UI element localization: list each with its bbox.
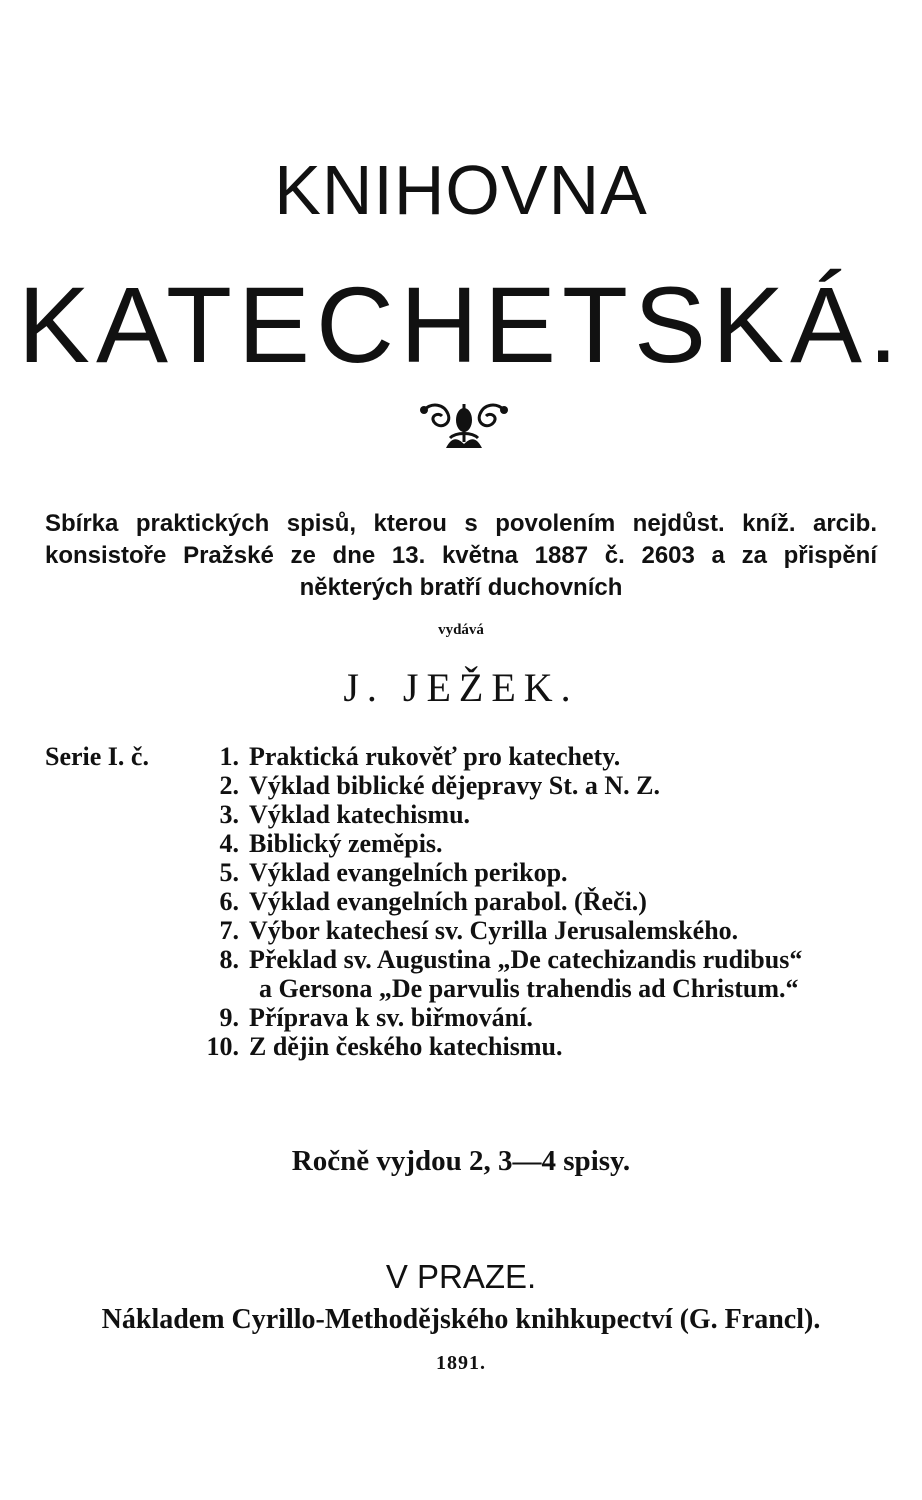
list-item bbox=[189, 858, 909, 887]
list-item bbox=[189, 945, 909, 974]
floral-ornament-icon bbox=[418, 398, 510, 452]
item-title: Praktická rukověť pro katechety. bbox=[249, 742, 621, 771]
item-number: 2. bbox=[219, 771, 239, 800]
item-number: 5. bbox=[219, 858, 239, 887]
list-item bbox=[189, 829, 909, 858]
item-title: Výklad evangelních perikop. bbox=[249, 858, 568, 887]
list-item bbox=[189, 800, 909, 829]
list-item bbox=[189, 742, 909, 771]
item-title: Biblický zeměpis. bbox=[249, 829, 443, 858]
item-number: 1. bbox=[219, 742, 239, 771]
item-title: Výklad katechismu. bbox=[249, 800, 471, 829]
item-number: 4. bbox=[219, 829, 239, 858]
item-title: Z dějin českého katechismu. bbox=[249, 1032, 563, 1061]
item-title: Překlad sv. Augustina „De catechizandis rudibus“ bbox=[249, 945, 803, 974]
item-number: 7. bbox=[219, 916, 239, 945]
item-number: 3. bbox=[219, 800, 239, 829]
imprint-city: V PRAZE. bbox=[385, 1258, 537, 1295]
item-continuation: a Gersona „De parvulis trahendis ad Christum.“ bbox=[259, 974, 799, 1003]
list-item bbox=[189, 887, 909, 916]
collection-description: Sbírka praktických spisů, kterou s povolením nejdůst. kníž. arcib. konsistoře Pražské ze dne 13. května 1887 č. 2603 a za přispění některých bratří duchovních bbox=[45, 510, 877, 601]
list-item bbox=[189, 771, 909, 800]
publisher-label: vydává bbox=[438, 622, 484, 638]
item-title: Výbor katechesí sv. Cyrilla Jerusalemského. bbox=[249, 916, 739, 945]
imprint-publisher: Nákladem Cyrillo-Methodějského knihkupectví (G. Francl). bbox=[101, 1304, 821, 1335]
series-items bbox=[189, 742, 909, 1061]
list-item bbox=[189, 916, 909, 945]
title-line-2: KATECHETSKÁ. bbox=[17, 264, 905, 385]
series-label: Serie I. č. bbox=[45, 742, 149, 771]
item-number: 6. bbox=[219, 887, 239, 916]
item-title: Příprava k sv. biřmování. bbox=[249, 1003, 533, 1032]
imprint-year: 1891. bbox=[436, 1352, 486, 1374]
item-number: 8. bbox=[219, 945, 239, 974]
item-title: Výklad biblické dějepravy St. a N. Z. bbox=[249, 771, 660, 800]
publisher-name: J. JEŽEK. bbox=[343, 665, 579, 710]
list-item bbox=[189, 1032, 909, 1061]
item-number: 10. bbox=[206, 1032, 239, 1061]
annual-note: Ročně vyjdou 2, 3—4 spisy. bbox=[291, 1145, 631, 1177]
item-title: Výklad evangelních parabol. (Řeči.) bbox=[249, 887, 647, 916]
item-number: 9. bbox=[219, 1003, 239, 1032]
title-line-1: KNIHOVNA bbox=[274, 151, 648, 229]
list-item bbox=[189, 1003, 909, 1032]
